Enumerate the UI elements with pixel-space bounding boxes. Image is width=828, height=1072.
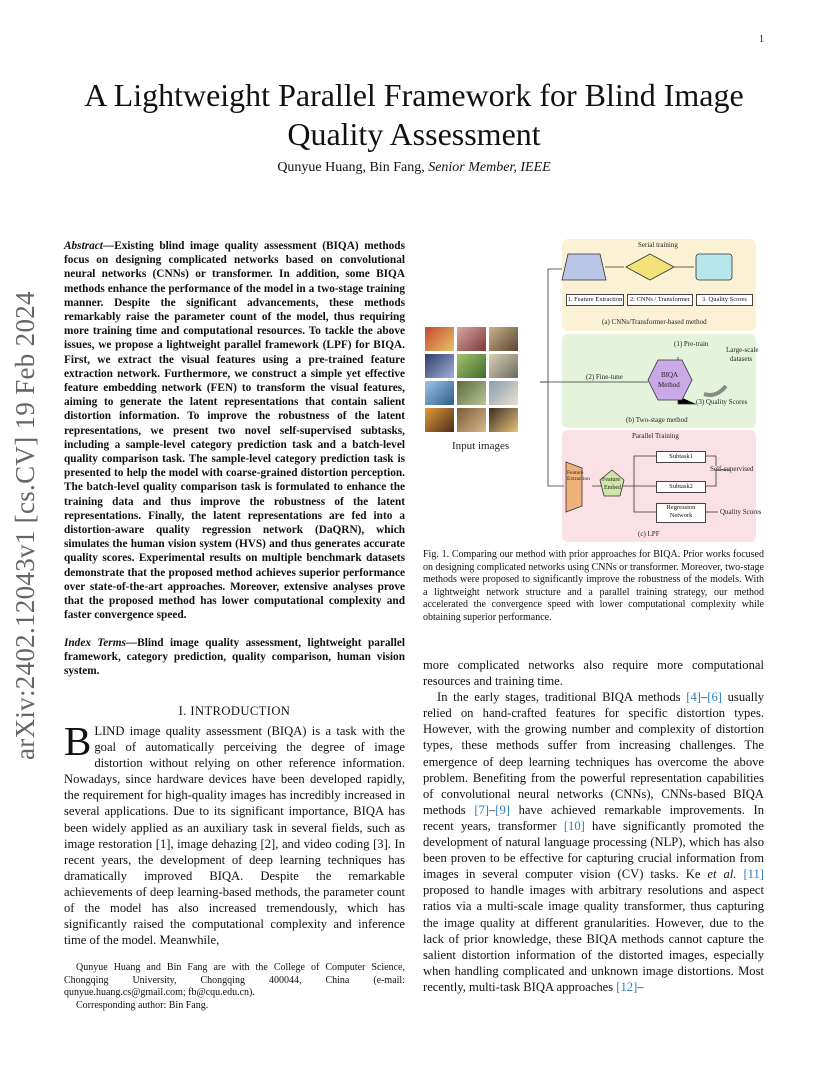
subtask2-box: Subtask2 [656,481,706,493]
abstract-lead: Abstract [64,240,103,252]
et-al: et al. [707,867,737,882]
embed-label: Embed [604,485,621,491]
biqa-method-shape [648,360,692,400]
footnote [64,962,405,1012]
arxiv-stamp: arXiv:2402.12043v1 [cs.CV] 19 Feb 2024 [10,291,40,760]
quality-scores-c-label: Quality Scores [720,508,762,516]
figure-connectors [420,234,766,542]
panel-b-caption: (b) Two-stage method [626,416,688,424]
citation-link[interactable]: [12] [616,979,638,994]
text-run: proposed to handle images with arbitrary resolutions and aspect ratios via a multi-scale image quality transformer, thus capturing the image quality at different granularities. However, due to the lack of prior knowledge, these BIQA methods cannot capture the salient distortion information of the distorted images, especially when handling complicated and unknown image distortions. Most recently, multi-task BIQA approaches [423,883,764,994]
input-images-label: Input images [452,440,510,452]
text-run: usually relied on hand-crafted features for specific distortion types. However, with the growing number and complexity of distortion types, these methods suffer from increasing challenges. The emergence of deep learning techniques has overcome the above problem. Benefiting from the powerful representation capabilities of convolutional neural networks (CNNs), CNNs-based BIQA methods [423,690,764,817]
serial-step-2: 2. CNNs / Transformer [627,294,693,306]
abstract [64,239,405,622]
right-paragraph-2 [423,689,764,995]
serial-step-3: 3. Quality Scores [696,294,753,306]
subtask1-box: Subtask1 [656,451,706,463]
citation-link[interactable]: [9] [495,802,510,817]
parallel-training-title: Parallel Training [632,432,679,440]
finetune-label: (2) Fine-tune [586,373,623,381]
quality-scores-shape [696,254,732,280]
text-run: – [637,979,644,994]
text-run: – [489,802,496,817]
serial-step-1: 1. Feature Extraction [566,294,624,306]
cnn-transformer-shape [626,254,674,280]
authors: Qunyue Huang, Bin Fang, [277,160,425,175]
datasets-label: datasets [730,355,753,363]
citation-link[interactable]: [6] [707,690,722,705]
abstract-text: —Existing blind image quality assessment (BIQA) methods focus on designing complicated networks based on convolutional neural networks (CNNs) or transformer. In addition, some BIQA methods enhance the performance of the model in a two-stage training manner. Despite the significant advancements, these methods remarkably raise the parameter count of the model, thus requiring more training time and computational resources. To tackle the above issues, we propose a lightweight parallel framework (LPF) for BIQA. First, we extract the visual features using a pre-trained feature extraction network. Furthermore, we construct a simple yet effective feature embedding network (FEN) to transform the visual features, aiming to generate the latent representations that contain salient distortion information. To improve the robustness of the latent representations, we present two novel self-supervised subtasks, including a sample-level category prediction task and a batch-level quality comparison task. The sample-level category prediction task is presented to help the model with coarse-grained distortion perception. The batch-level quality comparison task is formulated to enhance the training data and thus improve the robustness of the latent representations. Finally, the latent representations are fed into a distortion-aware quality regression network (DaQRN), which simulates the human vision system (HVS) and thus generates accurate quality scores. Experimental results on multiple benchmark datasets demonstrate that the proposed method achieves superior performance over state-of-the-art approaches. Moreover, extensive analyses prove that the proposed method has lower computational complexity and faster convergence speed. [64,240,405,622]
serial-training-title: Serial training [638,241,678,249]
feature-label: Feature [602,477,620,483]
text-run: have significantly promoted the development of natural language processing (NLP), which has also been proven to be effective for capturing crucial information from images in several computer vision (CV) tasks. Ke [423,818,764,882]
intro-paragraph [64,718,405,948]
index-terms-lead: Index Terms [64,637,126,649]
text-run: have achieved remarkable improvements. In recent years, transformer [423,802,764,833]
paper-title: A Lightweight Parallel Framework for Blind Image Quality Assessment [84,77,744,152]
page-number: 1 [759,34,764,45]
network-label: Network [669,512,693,519]
author-role: Senior Member, IEEE [428,160,551,175]
regression-network-box [656,503,706,523]
feature-extraction-shape [562,254,606,280]
method-label: Method [658,381,680,389]
self-supervised-label: Self-supervised [710,465,754,473]
figure-caption: Fig. 1. Comparing our method with prior approaches for BIQA. Prior works focused on designing complicated networks using CNNs or transformer. Moreover, two-stage methods were proposed to significantly improve the robustness of the models. With a lightweight network structure and a parallel training strategy, our method accelerated the convergence speed with lower computational complexity while obtaining superior performance. [423,549,764,623]
fen-extraction-label: Feature Extraction [567,470,590,482]
quality-scores-b-label: (3) Quality Scores [696,398,748,406]
citation-link[interactable]: [11] [743,867,764,882]
right-column-text [423,657,764,995]
footnote-affiliation: Qunyue Huang and Bin Fang are with the College of Computer Science, Chongqing University, Chongqing 400044, China (e-mail: qunyue.huang.cs@gmail.com; fb@cqu.edu.cn). [64,962,405,999]
right-paragraph-1: more complicated networks also require more computational resources and training time. [423,658,764,689]
dropcap: B [64,718,92,764]
pretrain-label: (1) Pre-train [674,340,709,348]
index-terms [64,636,405,679]
large-scale-label: Large-scale [726,346,759,354]
figure-1 [420,234,766,542]
regression-label: Regression [666,504,696,511]
feature-embed-shape [600,470,624,496]
intro-text: LIND image quality assessment (BIQA) is a task with the goal of automatically perceiving the degree of image distortion without relying on other reference information. Nowadays, since hardware devices have been developed rapidly, the requirement for high-quality images has incredibly increased in several applications. Due to its significant importance, BIQA has been widely applied as an auxiliary task in several fields, such as image restoration [1], image dehazing [2], and video coding [3]. In recent years, the development of deep learning techniques has dramatically improved BIQA. Despite the remarkable achievements of deep learning-based methods, the parameter count of the model has also increased tremendously, which has significantly raised the computational complexity and inference time of the model. Meanwhile, [64,724,405,948]
index-terms-text: —Blind image quality assessment, lightweight parallel framework, category prediction, quality comparison, human vision system. [64,637,405,678]
panel-a-caption: (a) CNNs/Transformer-based method [602,318,707,326]
text-run: – [700,690,708,705]
citation-link[interactable]: [10] [563,818,585,833]
panel-c-caption: (c) LPF [638,530,660,538]
footnote-corresponding: Corresponding author: Bin Fang. [76,999,209,1011]
citation-link[interactable]: [7] [474,802,489,817]
text-run: In the early stages, traditional BIQA methods [437,690,687,705]
biqa-label: BIQA [661,371,679,379]
author-line [60,160,768,176]
citation-link[interactable]: [4] [686,690,701,705]
section-heading: I. INTRODUCTION [178,704,291,718]
